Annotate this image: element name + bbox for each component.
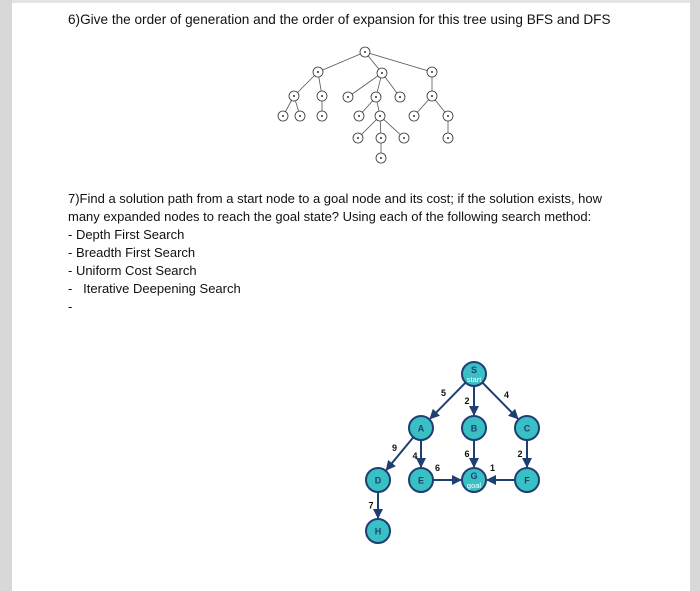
edge-cost-D-H: 7 xyxy=(368,500,374,511)
question-6: 6)Give the order of generation and the order of expansion for this tree using BFS and DFS xyxy=(68,12,611,27)
node-label-H: H xyxy=(374,526,382,537)
node-label-A: A xyxy=(417,423,425,434)
node-label-B: B xyxy=(470,423,478,434)
edge-cost-F-G: 1 xyxy=(489,463,496,473)
edge-cost-C-F: 2 xyxy=(517,449,523,459)
method-ucs: - Uniform Cost Search xyxy=(68,263,197,278)
edge-A-D xyxy=(386,437,413,470)
method-bfs: - Breadth First Search xyxy=(68,245,196,260)
edge-cost-S-C: 4 xyxy=(503,390,510,400)
node-label-S: S xyxy=(470,365,478,375)
edge-cost-S-A: 5 xyxy=(440,388,447,398)
node-label-C: C xyxy=(523,423,531,434)
edge-S-A xyxy=(430,383,465,419)
edge-cost-S-B: 2 xyxy=(464,396,470,406)
method-blank: - xyxy=(68,299,73,314)
node-sublabel-G: goal xyxy=(466,481,482,490)
node-label-E: E xyxy=(417,475,425,486)
question-7-line-2: many expanded nodes to reach the goal state? Using each of the following search method: xyxy=(68,209,592,224)
edge-cost-A-D: 9 xyxy=(391,443,398,453)
method-dfs: - Depth First Search xyxy=(68,227,185,242)
edge-cost-A-E: 4 xyxy=(412,451,418,461)
node-label-D: D xyxy=(374,475,382,486)
edge-cost-E-G: 6 xyxy=(434,463,441,473)
edge-cost-B-G: 6 xyxy=(464,449,470,459)
node-sublabel-S: start xyxy=(466,375,482,384)
method-ids: - Iterative Deepening Search xyxy=(68,281,241,296)
edge-S-C xyxy=(482,383,517,419)
node-label-G: G xyxy=(470,471,478,481)
question-7-line-1: 7)Find a solution path from a start node to a goal node and its cost; if the solution exists, how xyxy=(68,191,603,206)
node-label-F: F xyxy=(524,475,530,486)
